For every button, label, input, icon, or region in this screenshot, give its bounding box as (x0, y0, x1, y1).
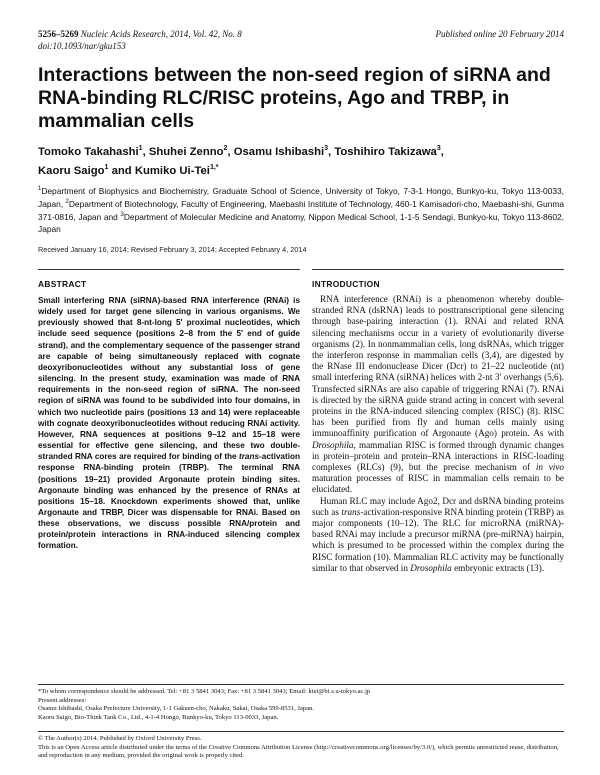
license-text: This is an Open Access article distributed under the terms of the Creative Commons Attribution License (http://creativecommons.org/licenses/by/3.0/), which permits unrestricted reuse, distribution, and reproduction in any medium, provided the original work is properly cited. (38, 743, 559, 760)
author-name: Shuhei Zenno (148, 145, 224, 158)
intro-p1-italic-in-vivo: in vivo (535, 462, 564, 473)
abstract-top-rule (38, 269, 300, 270)
footnotes (38, 688, 564, 722)
intro-p1-text-a: RNA interference (RNAi) is a phenomenon whereby double-stranded RNA (dsRNA) leads to posttranscriptional gene silencing through base-pairing interaction (1). RNAi and related RNA silencing mechanisms occur in a variety of evolutionarily diverse organisms (2). In nonmammalian cells, long dsRNAs, which trigger the interferon response in mammalian cells (3,4), are digested by the RNase III endonuclease Dicer (Dcr) to 21–22 nucleotide (nt) small interfering RNA (siRNA) helices with 2-nt 3′ overhangs (5,6). Transfected siRNAs are also capable of triggering RNAi (7). RNAi is directed by the siRNA guide strand acting in concert with several proteins in the RNA-induced silencing complex (RISC) (8). RISC has been purified from fly and human cells mainly using immunoaffinity purification of Argonaute (Ago) protein. As with (312, 294, 564, 439)
author-separator: , (227, 145, 234, 158)
intro-p1-text-e: maturation processes of RISC in mammalian cells remain to be elucidated. (312, 473, 564, 495)
author-list (38, 141, 558, 179)
intro-p1-text-c: , mammalian RISC is formed through dynamic changes in protein–protein and protein–RNA interactions in RISC-loading complexes (RLCs) (9), but the precise mechanism of (312, 439, 564, 473)
affiliation-text: Department of Molecular Medicine and Anatomy, Nippon Medical School, 1-1-5 Sendagi, Bunkyo-ku, Tokyo 113-8602, Japan (38, 212, 564, 234)
present-address: Kaoru Saigo, Bio-Think Tank Co., Ltd., 4-1-4 Hongo, Bunkyo-ku, Tokyo 113-0033, Japan. (38, 713, 279, 721)
footnote-rule (38, 684, 564, 685)
article-dates: Received January 16, 2014; Revised February 3, 2014; Accepted February 4, 2014 (38, 245, 307, 254)
affiliation-number: 2 (65, 199, 69, 206)
abstract-heading: ABSTRACT (38, 279, 87, 289)
author-name: Toshihiro Takizawa (334, 145, 437, 158)
author-affiliation-mark: 3 (436, 145, 441, 152)
intro-p1-italic-drosophila: Drosophila (312, 439, 354, 450)
intro-p2-italic-trans: trans (341, 506, 361, 517)
copyright-notice: © The Author(s) 2014. Published by Oxford University Press. (38, 735, 202, 742)
author-affiliation-mark: 1 (138, 145, 143, 152)
introduction-heading: INTRODUCTION (312, 279, 380, 289)
author-name: Kaoru Saigo (38, 164, 105, 177)
doi: doi:10.1093/nar/gku153 (38, 41, 126, 51)
author-separator: and (108, 164, 135, 177)
abstract-italic-trans: trans (239, 452, 260, 462)
intro-p2-text-c: -activation-responsive RNA binding protein (TRBP) as major components (10–12). The RLC for microRNA (miRNA)-based RNAi may include a precursor miRNA (pre-miRNA) hairpin, which is presumed to be processed within the complex during the RISC formation (10). Mammalian RLC activity may be functionally similar to that observed in (312, 506, 564, 573)
license-block (38, 735, 564, 761)
introduction-paragraph-2 (312, 496, 564, 574)
journal-citation (38, 28, 242, 40)
author-affiliation-mark: 2 (223, 145, 228, 152)
license-rule (38, 731, 564, 732)
abstract-text-part-1: Small interfering RNA (siRNA)-based RNA interference (RNAi) is widely used for target gene silencing in various organisms. We previously showed that 8-nt-long 5′ proximal nucleotides, which include seed sequence (positions 2–8 from the 5′ end of guide strand), and the complementary sequence of the passenger strand are capable of being simultaneously replaced with cognate deoxyribonucleotides without any substantial loss of gene silencing. In the present study, examination was made of RNA requirements in the non-seed region of siRNA. The non-seed region of siRNA was found to be subdivided into four domains, in which two nucleotide pairs (positions 13 and 14) were replaceable with cognate deoxyribonucleotides without reducing RNAi activity. However, RNA sequences at positions 9–12 and 15–18 were essential for effective gene silencing, and these two double-stranded RNA cores are required for binding of the (38, 296, 300, 462)
publication-date: Published online 20 February 2014 (435, 29, 564, 39)
journal-name: Nucleic Acids Research, 2014, Vol. 42, No. 8 (80, 29, 242, 39)
author-name: Kumiko Ui-Tei (134, 164, 210, 177)
corresponding-author-note: *To whom correspondence should be addressed. Tel: +81 3 5841 3043; Fax: +81 3 5841 3043; Email: ktei@bi.s.u-tokyo.ac.jp (38, 688, 371, 695)
present-address: Osamu Ishibashi, Osaka Prefecture University, 1-1 Gakuen-cho, Nakaku, Sakai, Osaka 599-8531, Japan. (38, 705, 315, 713)
intro-p2-text-e: embryonic extracts (13). (451, 562, 545, 573)
abstract-text-part-2: -activation response RNA-binding protein (TRBP). The terminal RNA (positions 19–21) provided Argonaute protein binding sites. Argonaute binding was enhanced by the presence of RNAs at positions 15–18. Knockdown experiments showed that, unlike Argonaute and TRBP, Dicer was dispensable for RNAi. Based on these observations, we discuss possible RNA/protein and protein/protein interactions in RNA-induced silencing complex formation. (38, 452, 300, 551)
introduction-paragraph-1 (312, 294, 564, 496)
affiliation-text: Department of Biophysics and Biochemistry, Graduate School of Science, University of Tokyo, 7-3-1 Hongo, Bunkyo-ku, Tokyo 113-0033, Japan, (38, 185, 564, 209)
author-name: Tomoko Takahashi (38, 145, 139, 158)
affiliation-number: 1 (38, 186, 42, 192)
article-title: Interactions between the non-seed region of siRNA and RNA-binding RLC/RISC proteins, Ago and TRBP, in mammalian cells (38, 64, 551, 132)
author-affiliation-mark: 3 (324, 145, 329, 152)
present-addresses-label: Present addresses: (38, 696, 87, 704)
affiliation-number: 3 (120, 212, 124, 219)
author-separator: , (142, 145, 149, 158)
introduction-body (312, 294, 564, 574)
author-name: Osamu Ishibashi (233, 145, 325, 158)
introduction-top-rule (312, 269, 564, 270)
intro-p2-italic-drosophila: Drosophila (410, 562, 452, 573)
affiliation-text: Department of Biotechnology, Faculty of Engineering, Maebashi Institute of Technology, 460-1 Kamisadori-cho, Maebashi-shi, Gunma 371-0816, Japan and (38, 199, 564, 223)
affiliations (38, 184, 564, 235)
page-range: 5256–5269 (38, 29, 79, 39)
author-separator: , (440, 145, 444, 158)
intro-p2-text-a: Human RLC may include Ago2, Dcr and dsRNA binding proteins such as (312, 495, 564, 517)
author-affiliation-mark: 1,* (209, 163, 219, 171)
abstract-body (38, 295, 300, 552)
author-separator: , (328, 145, 335, 158)
author-affiliation-mark: 1 (104, 163, 109, 171)
